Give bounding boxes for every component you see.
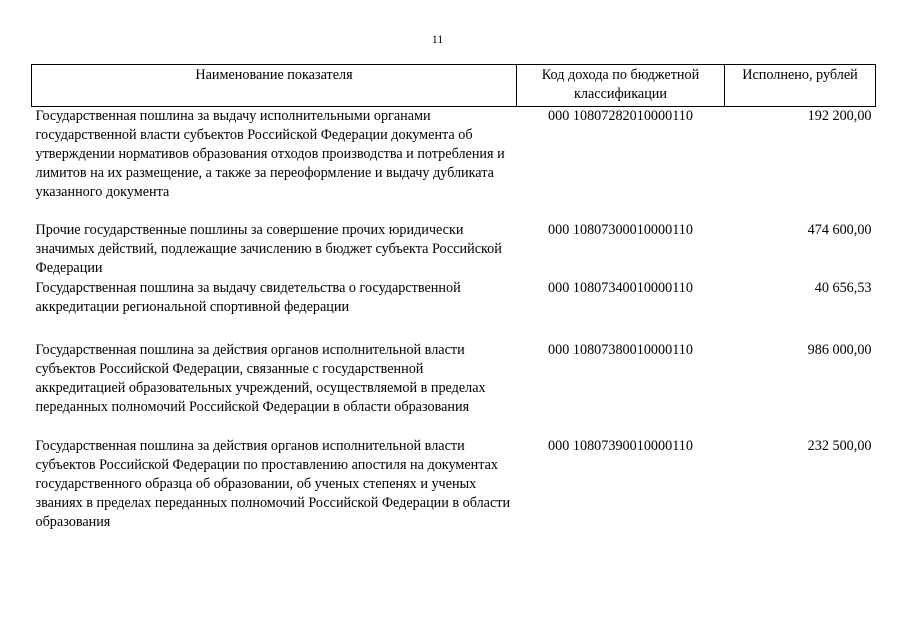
header-row (32, 65, 876, 107)
header-budget-code: Код дохода по бюджетной классификации (517, 65, 725, 107)
row-executed-amount: 40 656,53 (814, 280, 872, 296)
header-indicator-name: Наименование показателя (32, 65, 517, 107)
row-budget-code: 000 10807390010000110 (548, 438, 693, 454)
row-executed-amount: 986 000,00 (807, 342, 872, 358)
table-row (32, 341, 876, 437)
page-number: 11 (431, 32, 444, 46)
row-budget-code: 000 10807380010000110 (548, 342, 693, 358)
row-budget-code: 000 10807282010000110 (548, 108, 693, 124)
table-row (32, 279, 876, 341)
row-indicator-name: Прочие государственные пошлины за совершение прочих юридически значимых действий, подлежащие зачислению в бюджет субъекта Российской Федерации (35, 222, 502, 276)
row-budget-code: 000 10807340010000110 (548, 280, 693, 296)
row-indicator-name: Государственная пошлина за выдачу исполнительными органами государственной власти субъектов Российской Федерации документа об утверждении нормативов образования отходов производства и потребления и лимитов на их размещение, а также за переоформление и выдачу дубликата указанного документа (35, 108, 505, 200)
row-budget-code: 000 10807300010000110 (548, 222, 693, 238)
row-indicator-name: Государственная пошлина за действия органов исполнительной власти субъектов Российской Федерации, связанные с государственной аккредитацией образовательных учреждений, осуществляемой в пределах переданных полномочий Российской Федерации в области образования (35, 342, 486, 415)
row-indicator-name: Государственная пошлина за выдачу свидетельства о государственной аккредитации региональной спортивной федерации (35, 280, 461, 315)
table-body (32, 107, 876, 534)
revenue-table (31, 64, 876, 533)
table-row (32, 107, 876, 222)
row-executed-amount: 474 600,00 (807, 222, 872, 238)
row-executed-amount: 232 500,00 (807, 438, 872, 454)
table-header (32, 65, 876, 107)
header-executed-amount: Исполнено, рублей (725, 65, 876, 107)
table-row (32, 437, 876, 533)
row-indicator-name: Государственная пошлина за действия органов исполнительной власти субъектов Российской Федерации по проставлению апостиля на документах государственного образца об образовании, об ученых степенях и ученых званиях в пределах переданных полномочий Российской Федерации в области образования (35, 438, 511, 530)
table-row (32, 221, 876, 279)
row-executed-amount: 192 200,00 (807, 108, 872, 124)
